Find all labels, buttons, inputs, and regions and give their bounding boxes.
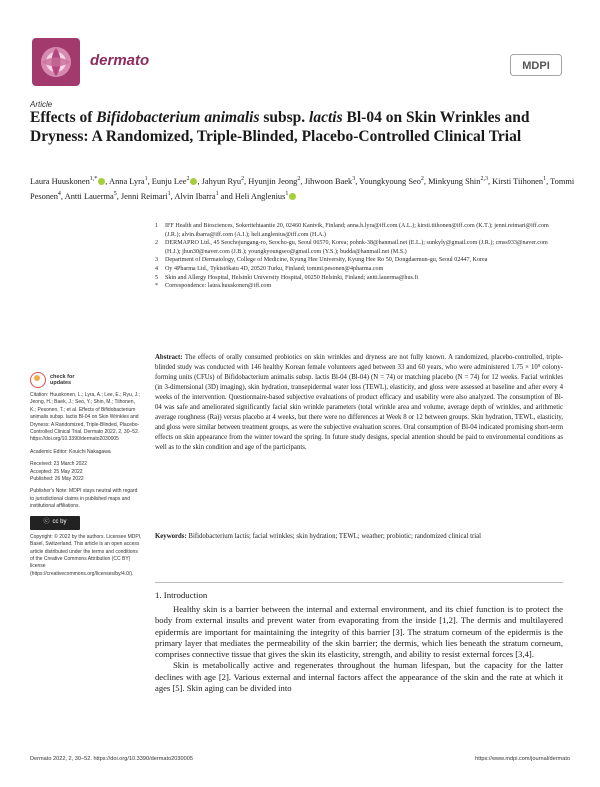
citation: Citation: Huuskonen, L.; Lyra, A.; Lee, E.; Ryu, J.; Jeong, H.; Baek, J.; Seo, Y.; Shin, M.; Tiihonen, K.; Pesonen, T.; et al. Effects of Bifidobacterium animalis subsp. lactis Bl-04 on Skin Wrinkles and Dryness: A Randomized, Triple-Blinded, Placebo-Controlled Clinical Trial. Dermato 2022, 2, 30–52. https://doi.org/10.3390/dermato2030005 [30, 392, 140, 443]
article-title [30, 108, 570, 146]
cc-license-badge[interactable]: ⓒ cc by [30, 516, 80, 530]
author[interactable]: Heli Anglenius$^1$ [235, 192, 296, 201]
author[interactable]: Kirsti Tiihonen$^1$, [492, 176, 551, 186]
article-type: Article [30, 100, 53, 109]
body-paragraph: Skin is metabolically active and regenerates throughout the human lifespan, but the capacity for the latter declines with age [2]. Various external and internal factors affect the appearance of the skin and the rate at which it ages [5]. Skin aging can be divided into [155, 660, 563, 694]
author[interactable]: Antti Lauerma$^5$, [64, 190, 121, 201]
mdpi-logo-text: MDPI [522, 60, 550, 72]
journal-name: dermato [90, 52, 150, 69]
author[interactable]: Eunju Lee$^2$ , [151, 176, 202, 186]
title-subsp: subsp. [259, 109, 310, 126]
affiliation-item: 5 Skin and Allergy Hospital, Helsinki University Hospital, 00250 Helsinki, Finland; antti.lauerma@hus.fi [155, 274, 419, 281]
body-text [155, 604, 563, 694]
page-footer [30, 756, 570, 762]
cc-icon: ⓒ [43, 518, 50, 525]
footer-journal-url[interactable]: https://www.mdpi.com/journal/dermato [475, 756, 570, 762]
footer-citation[interactable]: Dermato 2022, 2, 30–52. https://doi.org/10.3390/dermato2030005 [30, 756, 193, 762]
title-strain: lactis [309, 109, 343, 126]
abstract-text: The effects of orally consumed probiotics on skin wrinkles and dryness are not fully known. A randomized, placebo-controlled, triple-blinded study was conducted with 146 healthy Korean female volunteers aged between 33 and 60 years, who were administered 1.75 × 10⁹ colony-forming units (CFUs) of Bifidobacterium animalis subsp. lactis Bl-04 (Bl-04) (N = 74) or matching placebo (N = 74) for 12 weeks. Facial wrinkles (in 3-dimensional (3D) imaging), skin hydration, transepidermal water loss (TEWL), elasticity, and gloss were assessed at baseline and after every 4 weeks of the intervention. Questionnaire-based subjective evaluations of product efficacy and usability were also analyzed. The consumption of Bl-04 was safe and ameliorated significantly facial skin wrinkle parameters (total wrinkle area and volume, average depth of wrinkles, and arithmetic average roughness (Ra)) versus placebo at 4 weeks, but there were no differences at Week 8 or 12 between groups. Skin hydration, TEWL, elasticity, and gloss were similar between treatment groups, as were the subjective evaluation scores. Oral consumption of Bl-04 indicated promising short-term effects on skin appearance from the winter toward the spring. In future study designs, special attention should be paid to environmental conditions as well as to the skin condition and age of the participants. [155, 354, 563, 451]
academic-editor: Academic Editor: Kouichi Nakagawa [30, 448, 111, 455]
journal-logo-icon [32, 38, 80, 86]
orcid-icon[interactable] [190, 178, 197, 185]
keywords-text: Bifidobacterium lactis; facial wrinkles; skin hydration; TEWL; weather; probiotic; randomized clinical trial [188, 533, 482, 540]
keywords-label: Keywords: [155, 533, 187, 540]
affiliation-item: 2 DERMAPRO Ltd., 45 Seochojungang-ro, Seocho-gu, Seoul 06570, Korea; pohnk-38@hanmail.net (E.L.); sunkyly@gmail.com (J.R.); cmss933@naver.com (H.J.); jhun30@naver.com (J.B.); youngkyoungseo@gmail.com (Y.S.); budda@hanmail.net (M.S.) [155, 240, 548, 255]
publisher-note: Publisher's Note: MDPI stays neutral with regard to jurisdictional claims in published maps and institutional affiliations. [30, 488, 138, 510]
author[interactable]: Jihwoon Baek$^3$, [304, 176, 360, 186]
sidebar-metadata [30, 372, 142, 578]
abstract [155, 353, 563, 453]
title-prefix: Effects of [30, 109, 97, 126]
orcid-icon[interactable] [98, 178, 105, 185]
author-list [30, 173, 575, 203]
section-divider [155, 582, 563, 583]
published-date: Published: 26 May 2022 [30, 476, 84, 483]
author[interactable]: Jahyun Ryu$^2$, [201, 176, 249, 186]
title-species: Bifidobacterium animalis [96, 109, 260, 126]
copyright-notice: Copyright: © 2022 by the authors. Licensee MDPI, Basel, Switzerland. This article is an open access article distributed under the terms and conditions of the Creative Commons Attribution (CC BY) license (https://creativecommons.org/licenses/by/4.0/). [30, 533, 142, 577]
author[interactable]: Hyunjin Jeong$^2$, [248, 176, 305, 186]
accepted-date: Accepted: 25 May 2022 [30, 468, 83, 475]
keywords [155, 532, 563, 542]
mdpi-logo-icon [510, 54, 562, 76]
abstract-label: Abstract: [155, 354, 183, 361]
section-heading: 1. Introduction [155, 590, 208, 600]
author[interactable]: Anna Lyra$^1$, [109, 176, 152, 186]
author[interactable]: Tommi Pesonen$^4$, [30, 176, 575, 201]
author[interactable]: Laura Huuskonen$^{1,*}$ , [30, 176, 110, 186]
check-for-updates-button[interactable]: check for updates [30, 372, 142, 388]
author[interactable]: Minkyung Shin$^{2,3}$, [428, 176, 493, 186]
author[interactable]: Jenni Reimari$^1$, [120, 190, 175, 201]
author[interactable]: Youngkyoung Seo$^2$, [359, 176, 429, 186]
check-updates-icon [30, 372, 46, 388]
title-rest: Bl-04 on Skin Wrinkles and Dryness: A Randomized, Triple-Blinded, Placebo-Controlled Clinical Trial [30, 109, 530, 145]
affiliation-item: 1 IFF Health and Biosciences, Sokeritehtaantie 20, 02460 Kantvik, Finland; anna.h.lyra@iff.com (A.L.); kirsti.tiihonen@iff.com (K.T.); jenni.reimari@iff.com (J.R.); alvin.ibarra@iff.com (A.I.); heli.anglenius@iff.com (H.A.) [155, 223, 549, 238]
affiliation-item: 4 Oy 4Pharma Ltd., Tykistökatu 4D, 20520 Turku, Finland; tommi.pesonen@4pharma.com [155, 265, 384, 272]
orcid-icon[interactable] [289, 193, 296, 200]
affiliations [155, 222, 560, 291]
author[interactable]: Alvin Ibarra$^1$ and [174, 190, 235, 201]
received-date: Received: 23 March 2022 [30, 461, 87, 468]
affiliation-item: 3 Department of Dermatology, College of Medicine, Kyung Hee University, Kyung Hee Ro 50, Dongdaemun-gu, Seoul 02447, Korea [155, 257, 488, 264]
body-paragraph: Healthy skin is a barrier between the internal and external environment, and its chief function is to protect the body from external insults and prevent water from evaporating from the inside [1,2]. The dermis and multilayered epidermis are important for maintaining the integrity of this barrier [3]. The stratum corneum of the epidermis is the primary layer that mediates the permeability of the skin barrier; the dermis, which lies beneath the stratum corneum, comprises connective tissue that gives the skin its elasticity, strength, and ability to resist external forces [3,4]. [155, 604, 563, 660]
affiliation-correspondence: * Correspondence: laura.huuskonen@iff.com [155, 283, 272, 290]
